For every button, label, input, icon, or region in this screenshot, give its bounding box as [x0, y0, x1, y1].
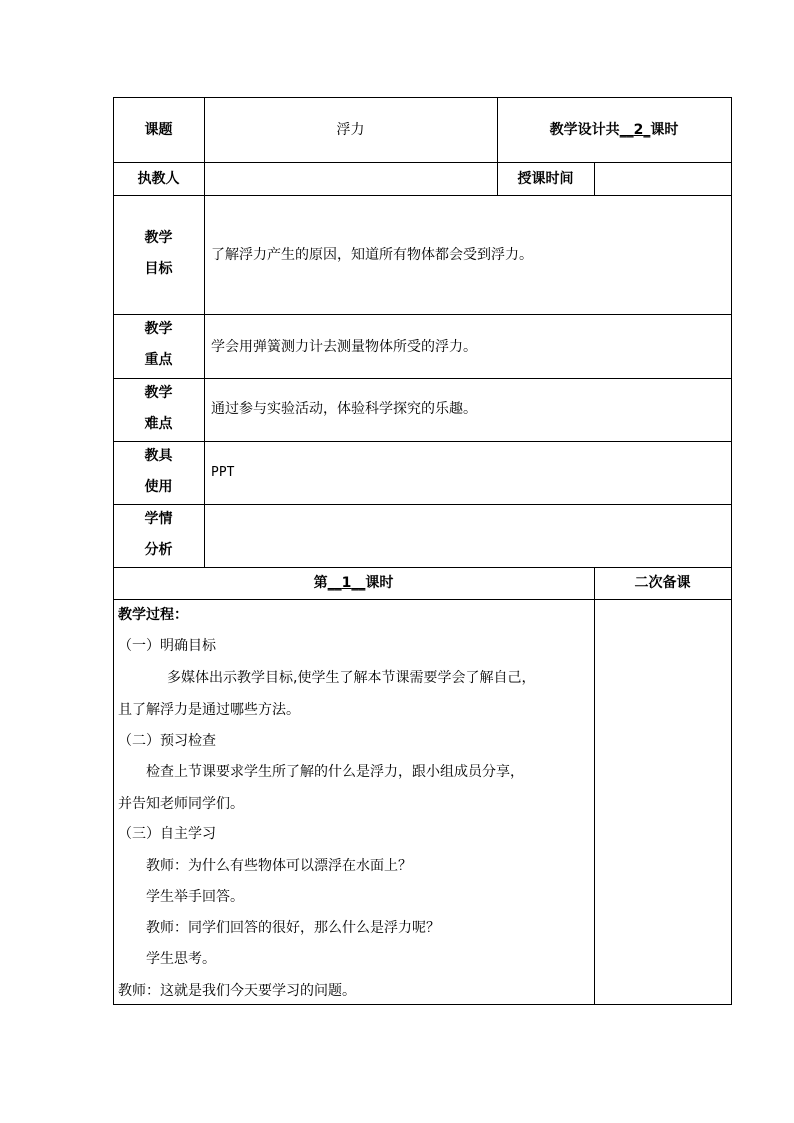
process-line: 学生思考。: [146, 951, 216, 967]
process-line: 且了解浮力是通过哪些方法。: [118, 702, 300, 718]
difficulty-label-line1: 教学: [144, 385, 173, 401]
process-line: 教师：这就是我们今天要学习的问题。: [118, 983, 356, 999]
objective-content: 了解浮力产生的原因，知道所有物体都会受到浮力。: [211, 247, 533, 263]
table-rule: [113, 599, 732, 600]
table-rule: [113, 567, 732, 568]
table-border-bottom: [113, 1004, 732, 1005]
difficulty-label-line2: 难点: [144, 416, 173, 432]
process-line: 检查上节课要求学生所了解的什么是浮力，跟小组成员分享，: [146, 764, 524, 780]
process-line: 并告知老师同学们。: [118, 796, 244, 812]
process-line: 多媒体出示教学目标,使学生了解本节课需要学会了解自己，: [167, 670, 536, 686]
process-line: 学生举手回答。: [146, 889, 244, 905]
focus-label-line2: 重点: [144, 352, 173, 368]
topic-value: 浮力: [336, 122, 365, 138]
table-rule-vertical: [594, 567, 595, 1004]
lesson-prefix: 第: [313, 575, 328, 591]
design-hours: [497, 120, 731, 140]
design-count: __2_: [619, 122, 651, 138]
process-line: （三）自主学习: [118, 826, 216, 842]
design-suffix: 课时: [650, 122, 679, 138]
analysis-label-line2: 分析: [144, 542, 173, 558]
tools-content: PPT: [211, 465, 235, 480]
tools-label-line1: 教具: [144, 448, 173, 464]
lesson-number-heading: [113, 573, 594, 593]
focus-label-line1: 教学: [144, 321, 173, 337]
process-line: 教师：同学们回答的很好，那么什么是浮力呢？: [146, 920, 440, 936]
table-rule: [113, 378, 732, 379]
second-prep-heading: 二次备课: [634, 575, 691, 591]
table-rule: [113, 195, 732, 196]
design-prefix: 教学设计共: [549, 122, 620, 138]
time-label: 授课时间: [517, 171, 574, 187]
table-rule-vertical: [204, 97, 205, 567]
teacher-label: 执教人: [137, 171, 180, 187]
table-rule: [113, 162, 732, 163]
objective-label-line2: 目标: [144, 261, 173, 277]
process-line: （一）明确目标: [118, 638, 216, 654]
table-rule: [113, 441, 732, 442]
table-border-top: [113, 97, 732, 98]
lesson-number: __1__: [327, 575, 366, 591]
process-line: （二）预习检查: [118, 733, 216, 749]
analysis-label-line1: 学情: [144, 511, 173, 527]
table-border-right: [731, 97, 732, 1005]
process-heading: 教学过程：: [118, 607, 188, 623]
topic-label: 课题: [144, 122, 173, 138]
focus-content: 学会用弹簧测力计去测量物体所受的浮力。: [211, 339, 477, 355]
lesson-suffix: 课时: [365, 575, 394, 591]
process-line: 教师：为什么有些物体可以漂浮在水面上？: [146, 858, 412, 874]
objective-label-line1: 教学: [144, 230, 173, 246]
difficulty-content: 通过参与实验活动，体验科学探究的乐趣。: [211, 401, 477, 417]
table-rule-vertical: [594, 162, 595, 195]
table-rule: [113, 504, 732, 505]
tools-label-line2: 使用: [144, 479, 173, 495]
table-rule: [113, 314, 732, 315]
